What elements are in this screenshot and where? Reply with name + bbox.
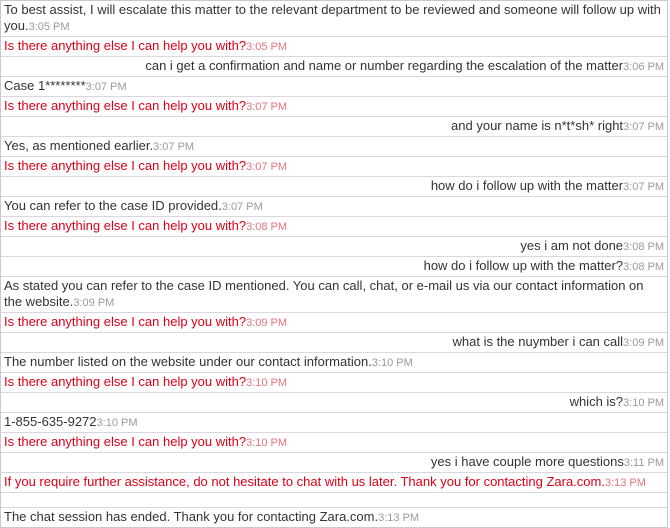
message-timestamp: 3:07 PM bbox=[246, 161, 288, 173]
message-timestamp: 3:11 PM bbox=[623, 457, 664, 469]
message-timestamp: 3:13 PM bbox=[604, 477, 646, 489]
chat-message-row bbox=[1, 333, 667, 353]
message-timestamp: 3:08 PM bbox=[246, 221, 288, 233]
chat-message-row bbox=[1, 508, 667, 527]
chat-message-row bbox=[1, 453, 667, 473]
message-text: The number listed on the website under our contact information. bbox=[4, 354, 372, 369]
message-text: 1-855-635-9272 bbox=[4, 414, 97, 429]
message-timestamp: 3:07 PM bbox=[246, 101, 288, 113]
message-timestamp: 3:09 PM bbox=[246, 317, 288, 329]
message-timestamp: 3:09 PM bbox=[73, 297, 115, 309]
chat-message-row bbox=[1, 313, 667, 333]
message-timestamp: 3:07 PM bbox=[221, 201, 263, 213]
message-text: can i get a confirmation and name or number regarding the escalation of the matter bbox=[145, 58, 624, 73]
chat-message-row bbox=[1, 57, 667, 77]
chat-message-row bbox=[1, 473, 667, 493]
chat-message-row bbox=[1, 277, 667, 313]
message-timestamp: 3:06 PM bbox=[623, 61, 664, 73]
chat-message-row bbox=[1, 197, 667, 217]
message-text: To best assist, I will escalate this matter to the relevant department to be reviewed and someone will follow up with you. bbox=[4, 2, 661, 33]
message-text: yes i am not done bbox=[520, 238, 624, 253]
chat-message-row bbox=[1, 137, 667, 157]
message-text: Is there anything else I can help you with? bbox=[4, 158, 247, 173]
chat-message-row bbox=[1, 237, 667, 257]
message-text: Yes, as mentioned earlier. bbox=[4, 138, 154, 153]
chat-message-row bbox=[1, 97, 667, 117]
message-timestamp: 3:13 PM bbox=[378, 512, 420, 524]
message-timestamp: 3:10 PM bbox=[371, 357, 413, 369]
message-text: which is? bbox=[569, 394, 624, 409]
message-timestamp: 3:10 PM bbox=[623, 397, 664, 409]
message-text: Case 1******** bbox=[4, 78, 86, 93]
chat-message-row bbox=[1, 373, 667, 393]
message-timestamp: 3:10 PM bbox=[96, 417, 138, 429]
message-text: You can refer to the case ID provided. bbox=[4, 198, 222, 213]
message-timestamp: 3:07 PM bbox=[85, 81, 127, 93]
message-timestamp: 3:07 PM bbox=[153, 141, 195, 153]
message-text: what is the nuymber i can call bbox=[452, 334, 624, 349]
message-timestamp: 3:10 PM bbox=[246, 377, 288, 389]
message-timestamp: 3:05 PM bbox=[246, 41, 288, 53]
message-text: Is there anything else I can help you with? bbox=[4, 434, 247, 449]
chat-message-row bbox=[1, 413, 667, 433]
message-text: If you require further assistance, do not hesitate to chat with us later. Thank you for contacting Zara.com. bbox=[4, 474, 605, 489]
message-timestamp: 3:05 PM bbox=[28, 21, 70, 33]
message-text: Is there anything else I can help you with? bbox=[4, 38, 247, 53]
message-timestamp: 3:09 PM bbox=[623, 337, 664, 349]
message-text: Is there anything else I can help you with? bbox=[4, 218, 247, 233]
chat-message-row bbox=[1, 37, 667, 57]
message-text: how do i follow up with the matter bbox=[430, 178, 624, 193]
message-text: The chat session has ended. Thank you for contacting Zara.com. bbox=[4, 509, 379, 524]
chat-message-row bbox=[1, 217, 667, 237]
message-text: how do i follow up with the matter? bbox=[423, 258, 624, 273]
message-timestamp: 3:07 PM bbox=[623, 121, 664, 133]
message-text: Is there anything else I can help you with? bbox=[4, 374, 247, 389]
message-text: yes i have couple more questions bbox=[430, 454, 624, 469]
chat-message-row bbox=[1, 393, 667, 413]
message-text: As stated you can refer to the case ID mentioned. You can call, chat, or e-mail us via our contact information on the website. bbox=[4, 278, 644, 309]
chat-message-row bbox=[1, 77, 667, 97]
chat-message-row bbox=[1, 353, 667, 373]
message-text: Is there anything else I can help you with? bbox=[4, 314, 247, 329]
message-timestamp: 3:08 PM bbox=[623, 241, 664, 253]
chat-blank-row bbox=[1, 493, 667, 508]
chat-message-row bbox=[1, 257, 667, 277]
message-timestamp: 3:07 PM bbox=[623, 181, 664, 193]
message-timestamp: 3:10 PM bbox=[246, 437, 288, 449]
message-timestamp: 3:08 PM bbox=[623, 261, 664, 273]
chat-message-row bbox=[1, 177, 667, 197]
message-text: and your name is n*t*sh* right bbox=[451, 118, 624, 133]
chat-message-row bbox=[1, 117, 667, 137]
chat-message-row bbox=[1, 433, 667, 453]
chat-message-row bbox=[1, 1, 667, 37]
chat-message-row bbox=[1, 157, 667, 177]
message-text: Is there anything else I can help you with? bbox=[4, 98, 247, 113]
